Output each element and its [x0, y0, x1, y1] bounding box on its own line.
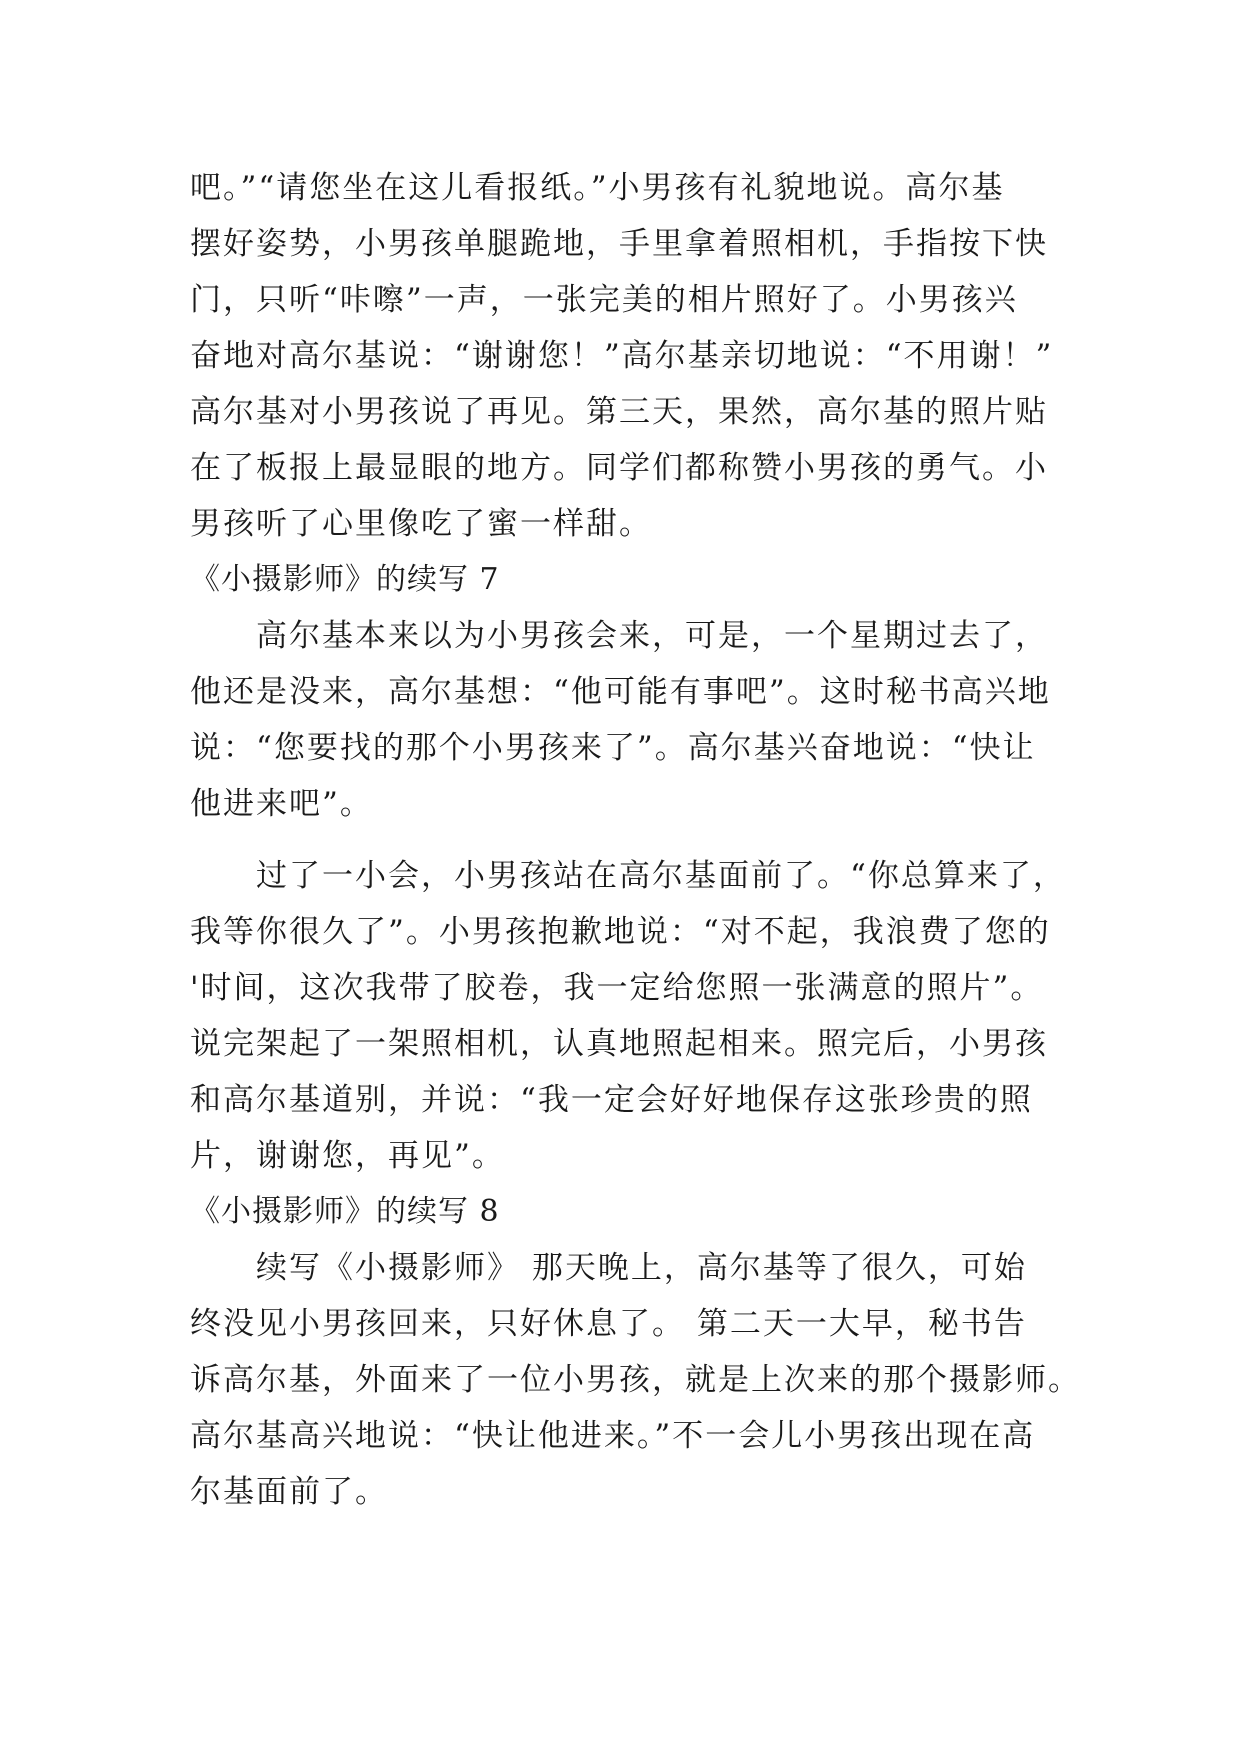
text-line: 高尔基高兴地说：“快让他进来。”不一会儿小男孩出现在高 — [190, 1418, 1036, 1454]
document-page — [190, 160, 1081, 1520]
text-line: 我等你很久了”。小男孩抱歉地说：“对不起，我浪费了您的 — [190, 914, 1051, 950]
text-line: 过了一小会，小男孩站在高尔基面前了。“你总算来了， — [256, 858, 1066, 894]
paragraph-7-1 — [190, 608, 1070, 832]
text-line: 在了板报上最显眼的地方。同学们都称赞小男孩的勇气。小 — [190, 450, 1048, 486]
text-line: 摆好姿势，小男孩单腿跪地，手里拿着照相机，手指按下快 — [190, 226, 1048, 262]
text-line: 他还是没来，高尔基想：“他可能有事吧”。这时秘书高兴地 — [190, 674, 1051, 710]
section-heading-8: 《小摄影师》的续写 8 — [190, 1194, 500, 1229]
paragraph-gap — [190, 832, 1070, 848]
section-heading-7: 《小摄影师》的续写 7 — [190, 562, 500, 597]
text-line: 奋地对高尔基说：“谢谢您！”高尔基亲切地说：“不用谢！” — [190, 338, 1054, 374]
text-line: 高尔基对小男孩说了再见。第三天，果然，高尔基的照片贴 — [190, 394, 1048, 430]
text-line: 终没见小男孩回来，只好休息了。 第二天一大早，秘书告 — [190, 1306, 1027, 1342]
paragraph-8-1 — [190, 1240, 1081, 1520]
paragraph-7-2 — [190, 848, 1070, 1184]
text-line: 男孩听了心里像吃了蜜一样甜。 — [190, 506, 652, 542]
text-line: 高尔基本来以为小男孩会来，可是，一个星期过去了， — [256, 618, 1048, 654]
text-line: 和高尔基道别，并说：“我一定会好好地保存这张珍贵的照 — [190, 1082, 1033, 1118]
text-line: 尔基面前了。 — [190, 1474, 388, 1510]
text-line: 说完架起了一架照相机，认真地照起相来。照完后，小男孩 — [190, 1026, 1048, 1062]
paragraph-continuation — [190, 160, 1070, 552]
text-line: 续写《小摄影师》 那天晚上，高尔基等了很久，可始 — [256, 1250, 1027, 1286]
text-line: 片，谢谢您，再见”。 — [190, 1138, 505, 1174]
text-line: 诉高尔基，外面来了一位小男孩，就是上次来的那个摄影师。 — [190, 1362, 1081, 1398]
text-line: 吧。”“请您坐在这儿看报纸。”小男孩有礼貌地说。高尔基 — [190, 170, 1005, 206]
text-line: '时间，这次我带了胶卷，我一定给您照一张满意的照片”。 — [190, 970, 1044, 1006]
text-line: 说：“您要找的那个小男孩来了”。高尔基兴奋地说：“快让 — [190, 730, 1036, 766]
text-line: 门，只听“咔嚓”一声，一张完美的相片照好了。小男孩兴 — [190, 282, 1018, 318]
text-line: 他进来吧”。 — [190, 786, 373, 822]
